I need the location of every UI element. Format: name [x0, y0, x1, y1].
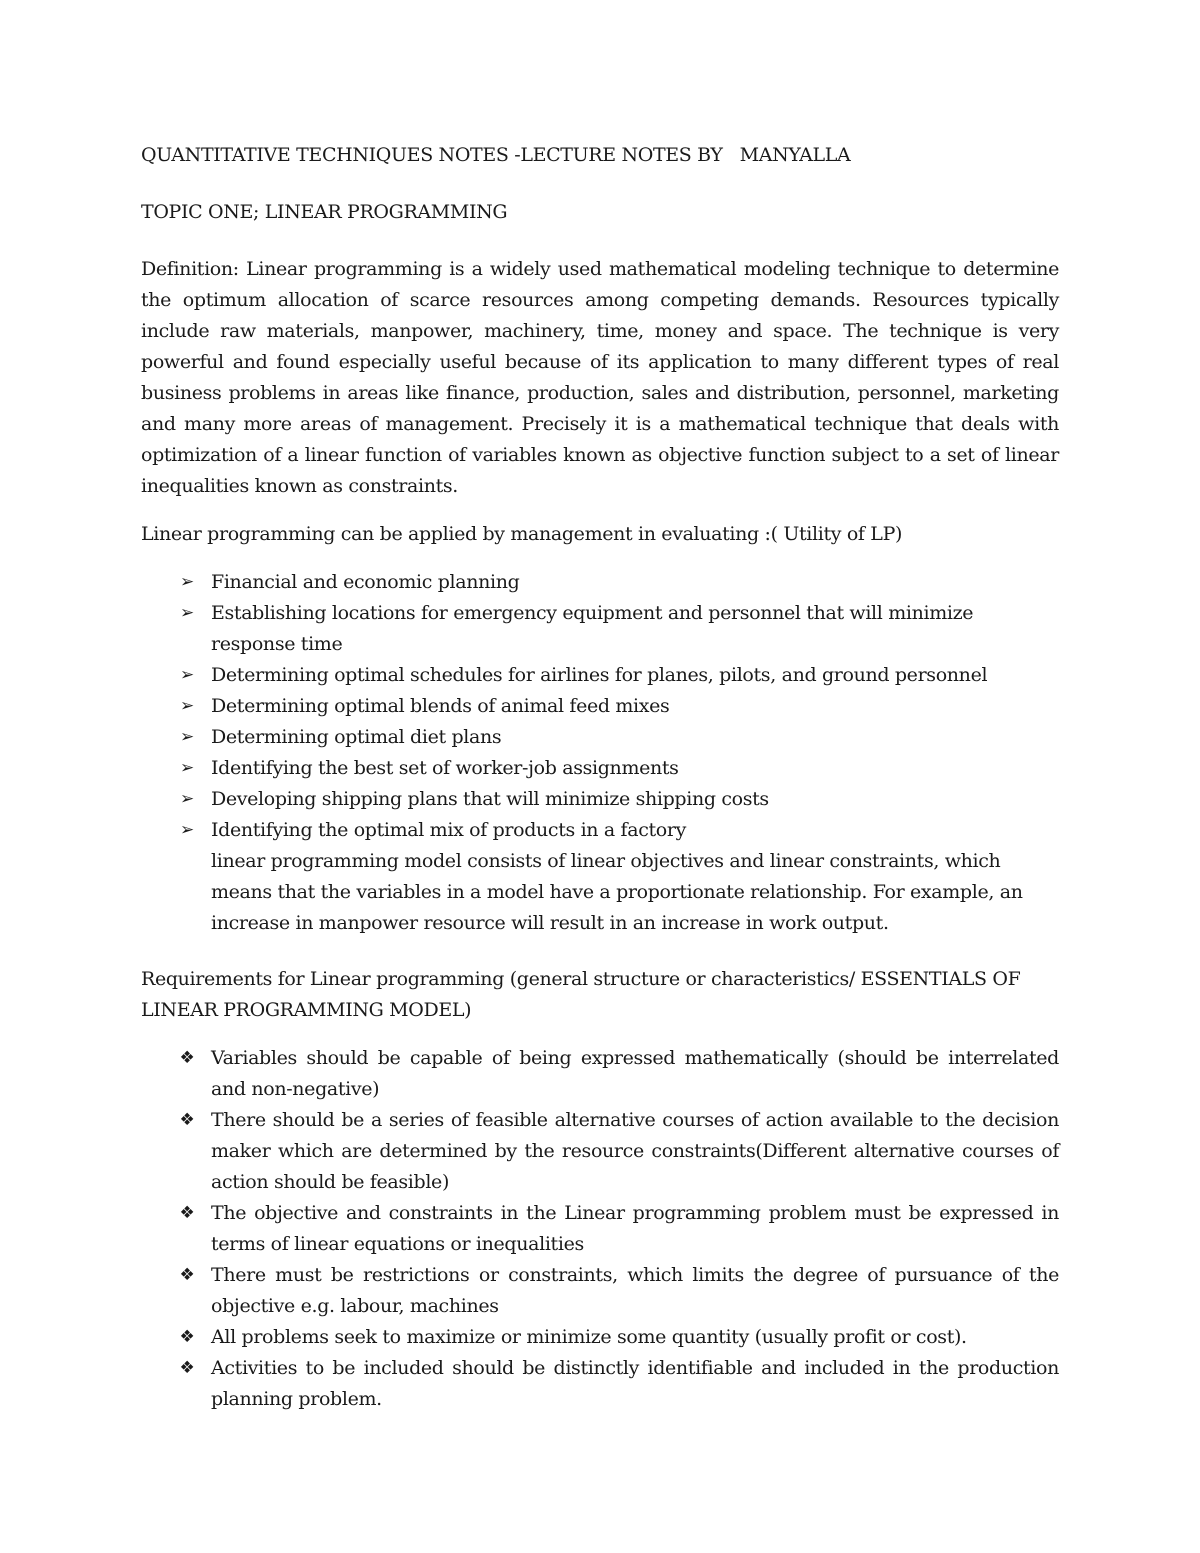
diamond-bullet-icon: ❖	[179, 1327, 195, 1347]
list-item	[141, 753, 1059, 784]
requirements-intro: Requirements for Linear programming (general structure or characteristics/ ESSENTIALS OF LINEAR PROGRAMMING MODEL)	[141, 968, 1021, 1021]
arrow-bullet-icon: ➢	[180, 758, 194, 778]
arrow-bullet-icon: ➢	[180, 572, 194, 592]
document-title: QUANTITATIVE TECHNIQUES NOTES -LECTURE NOTES BY MANYALLA	[141, 144, 851, 166]
list-item	[141, 1198, 1059, 1260]
list-item-text: Variables should be capable of being expressed mathematically (should be interrelated and non-negative)	[211, 1047, 1059, 1100]
list-item-text: All problems seek to maximize or minimize some quantity (usually profit or cost).	[211, 1326, 967, 1348]
arrow-bullet-icon: ➢	[180, 696, 194, 716]
list-item	[141, 1322, 1059, 1353]
list-item-text: Activities to be included should be distinctly identifiable and included in the production planning problem.	[211, 1357, 1059, 1410]
list-item	[141, 784, 1059, 815]
model-note: linear programming model consists of linear objectives and linear constraints, which means that the variables in a model have a proportionate relationship. For example, an increase in manpower resource will result in an increase in work output.	[211, 850, 1023, 934]
list-item-text: The objective and constraints in the Linear programming problem must be expressed in terms of linear equations or inequalities	[211, 1202, 1059, 1255]
list-item-text: Determining optimal blends of animal feed mixes	[211, 695, 670, 717]
arrow-bullet-icon: ➢	[180, 820, 194, 840]
list-item-text: Determining optimal schedules for airlines for planes, pilots, and ground personnel	[211, 664, 988, 686]
utility-intro: Linear programming can be applied by management in evaluating :( Utility of LP)	[141, 523, 903, 545]
requirements-list	[141, 1043, 1059, 1415]
arrow-bullet-icon: ➢	[180, 727, 194, 747]
list-item	[141, 1105, 1059, 1198]
list-item-text: Financial and economic planning	[211, 571, 520, 593]
list-item-text: There must be restrictions or constraints, which limits the degree of pursuance of the objective e.g. labour, machines	[211, 1264, 1059, 1317]
list-item	[141, 567, 1059, 598]
list-item	[141, 1043, 1059, 1105]
list-item	[141, 815, 1059, 846]
list-item-text: Determining optimal diet plans	[211, 726, 502, 748]
arrow-bullet-icon: ➢	[180, 789, 194, 809]
list-item	[141, 660, 1059, 691]
list-item-text: Identifying the optimal mix of products in a factory	[211, 819, 686, 841]
list-item-text: Establishing locations for emergency equipment and personnel that will minimize response time	[211, 602, 974, 655]
utility-list	[141, 567, 1059, 846]
list-item	[141, 598, 1059, 660]
list-item	[141, 1260, 1059, 1322]
arrow-bullet-icon: ➢	[180, 603, 194, 623]
diamond-bullet-icon: ❖	[179, 1203, 195, 1223]
arrow-bullet-icon: ➢	[180, 665, 194, 685]
list-item	[141, 691, 1059, 722]
list-item-text: Developing shipping plans that will minimize shipping costs	[211, 788, 769, 810]
diamond-bullet-icon: ❖	[179, 1048, 195, 1068]
list-item	[141, 722, 1059, 753]
topic-heading: TOPIC ONE; LINEAR PROGRAMMING	[141, 201, 508, 223]
diamond-bullet-icon: ❖	[179, 1358, 195, 1378]
document-page	[141, 140, 1059, 1415]
diamond-bullet-icon: ❖	[179, 1110, 195, 1130]
list-item-text: Identifying the best set of worker-job assignments	[211, 757, 679, 779]
list-item	[141, 1353, 1059, 1415]
definition-paragraph: Definition: Linear programming is a widely used mathematical modeling technique to determine the optimum allocation of scarce resources among competing demands. Resources typically include raw materials, manpower, machinery, time, money and space. The technique is very powerful and found especially useful because of its application to many different types of real business problems in areas like finance, production, sales and distribution, personnel, marketing and many more areas of management. Precisely it is a mathematical technique that deals with optimization of a linear function of variables known as objective function subject to a set of linear inequalities known as constraints.	[141, 258, 1059, 497]
diamond-bullet-icon: ❖	[179, 1265, 195, 1285]
list-item-text: There should be a series of feasible alternative courses of action available to the decision maker which are determined by the resource constraints(Different alternative courses of action should be feasible)	[211, 1109, 1059, 1193]
